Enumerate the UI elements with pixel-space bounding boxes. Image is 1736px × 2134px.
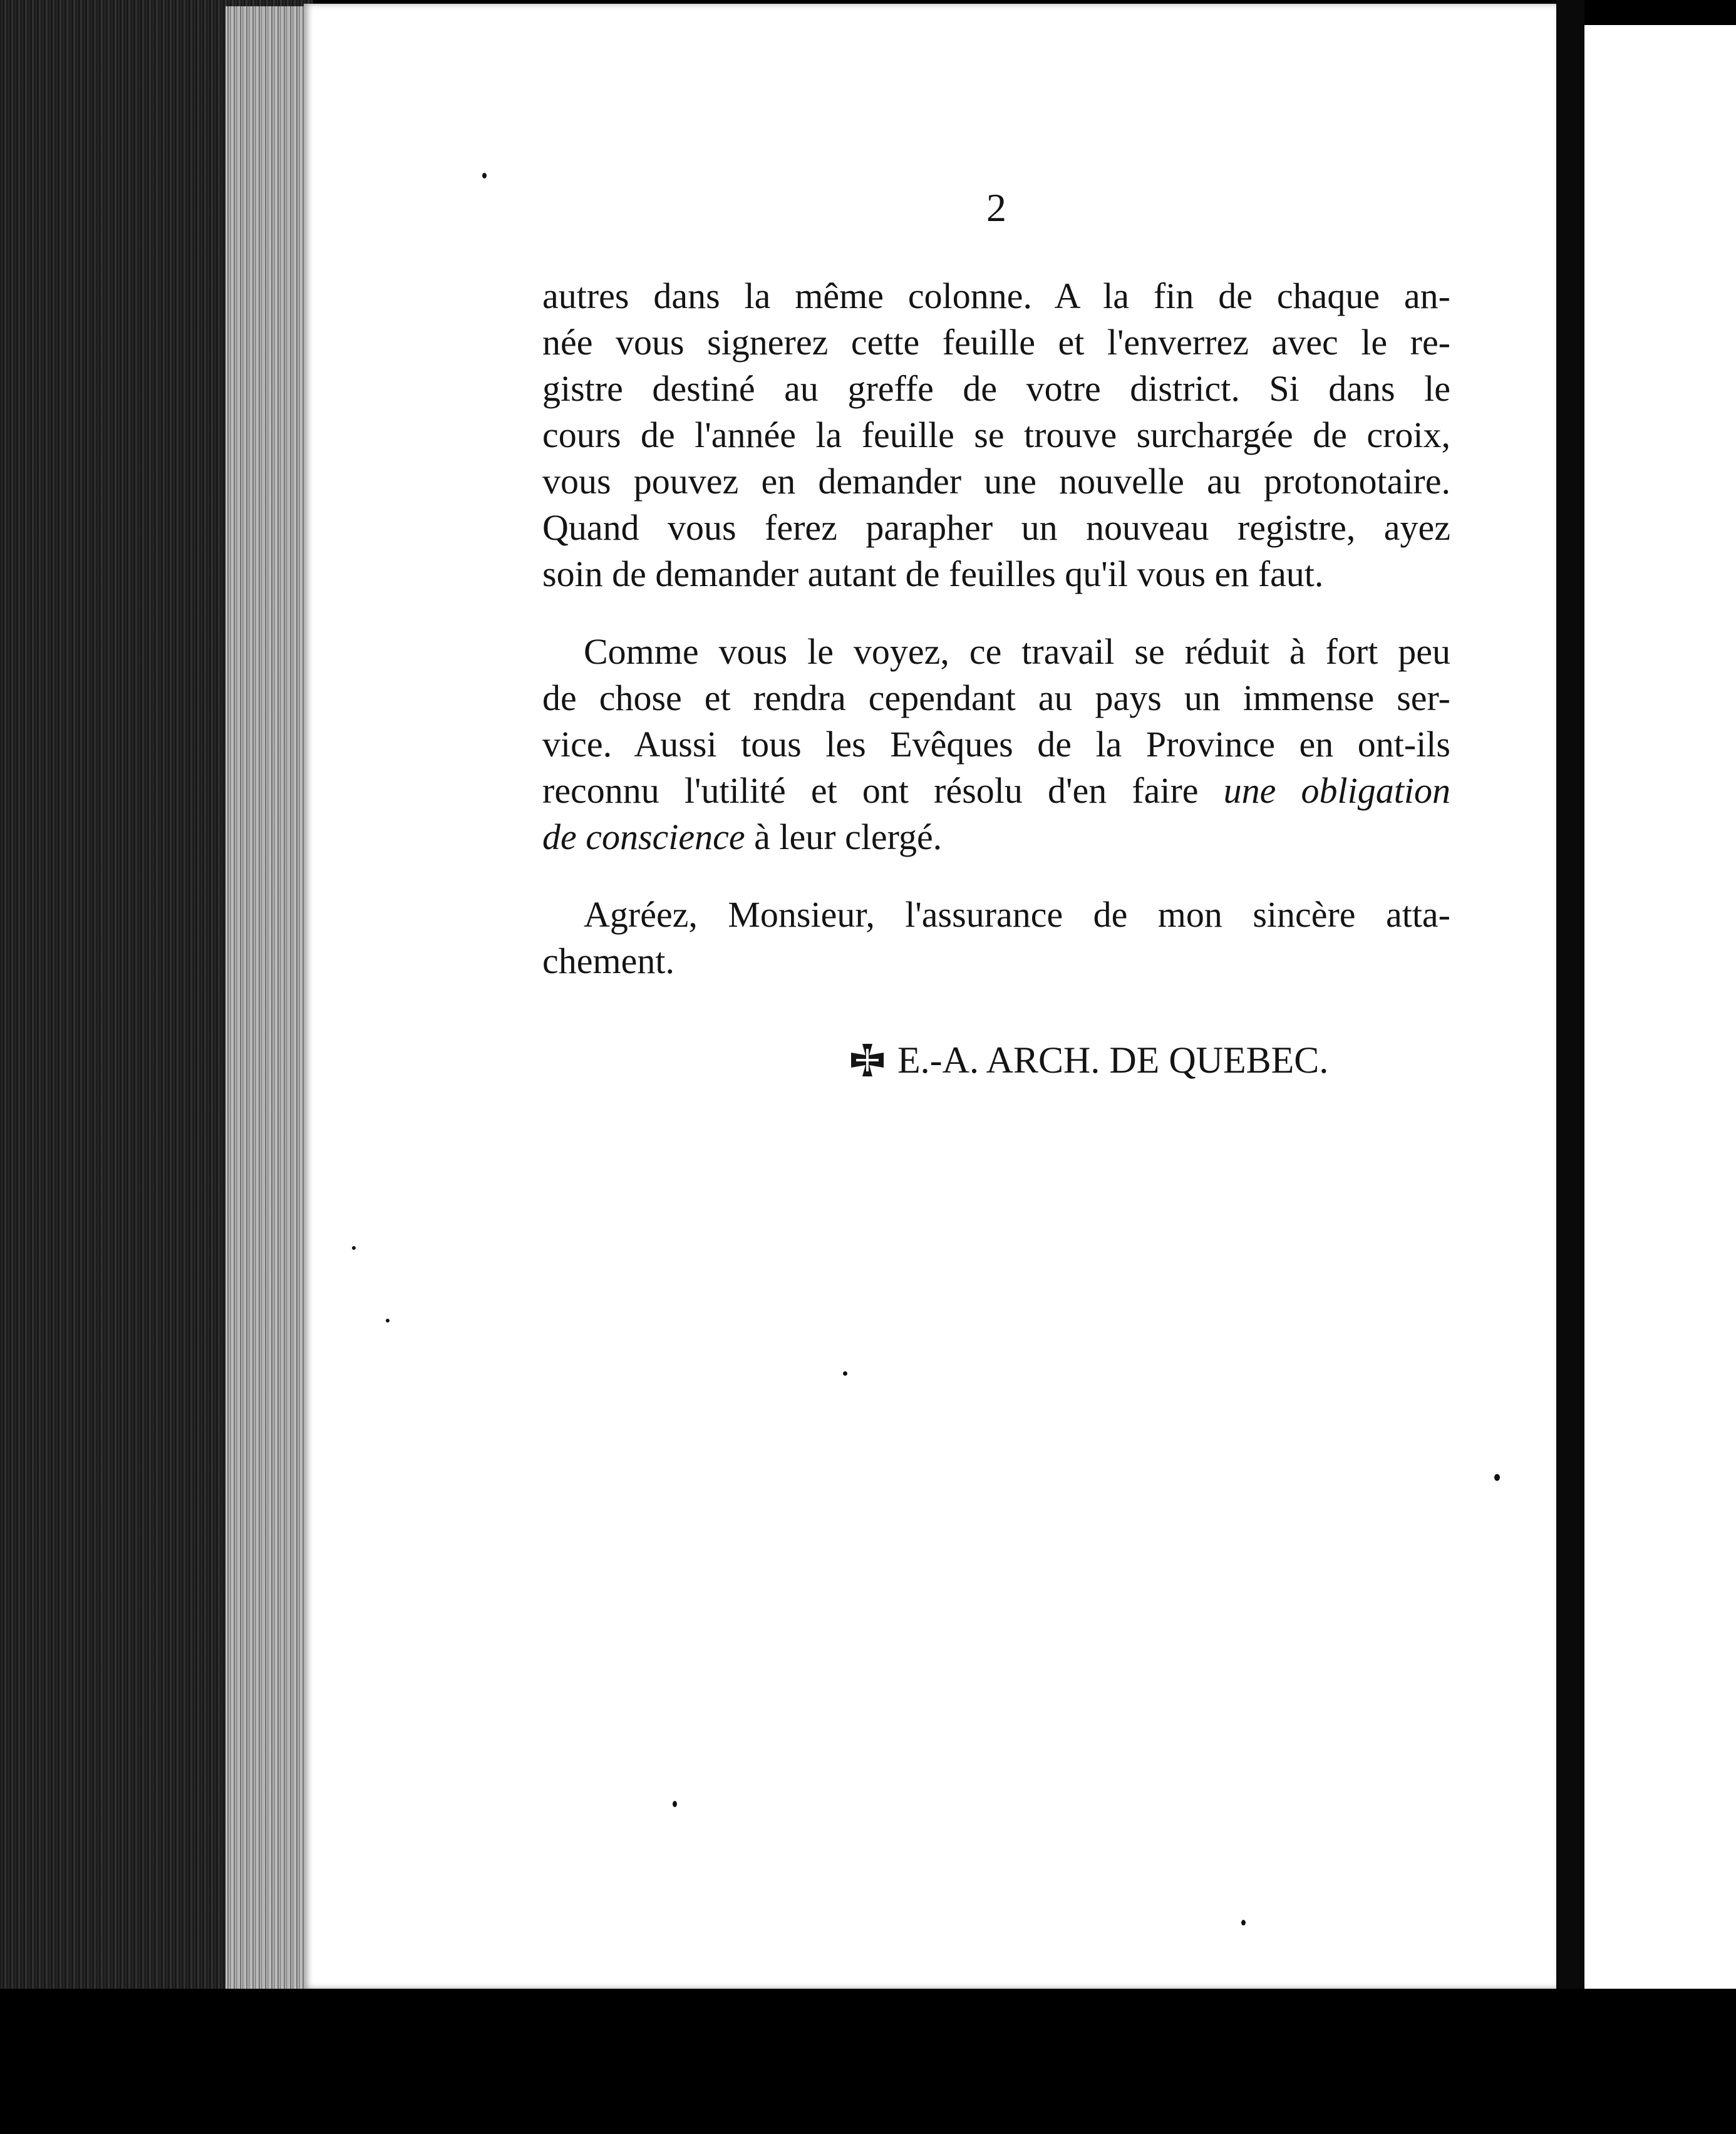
text-line: Quand vous ferez parapher un nouveau registre, ayez (542, 507, 1450, 548)
text-plain: à leur clergé. (745, 817, 943, 857)
text-line: soin de demander autant de feuilles qu'il vous en faut. (542, 554, 1324, 594)
scan-speck (843, 1371, 847, 1376)
text-line: cours de l'année la feuille se trouve surchargée de croix, (542, 415, 1450, 455)
signature (849, 1037, 1425, 1083)
scan-speck (482, 173, 487, 178)
text-line: vous pouvez en demander une nouvelle au protonotaire. (542, 461, 1450, 502)
paragraph-2 (542, 629, 1450, 860)
text-italic: une obligation (1223, 770, 1450, 811)
scan-speck (352, 1246, 356, 1250)
text-plain: reconnu l'utilité et ont résolu d'en faire (542, 770, 1224, 811)
text-line: chement. (542, 941, 674, 981)
paragraph-1 (542, 273, 1450, 597)
scan-speck (1241, 1920, 1246, 1925)
right-shadow (1556, 0, 1584, 2134)
scan-speck (1494, 1474, 1500, 1481)
scan-speck (673, 1801, 677, 1807)
text-line: de chose et rendra cependant au pays un immense ser- (542, 678, 1450, 718)
bottom-border (0, 1989, 1736, 2134)
text-line: autres dans la même colonne. A la fin de chaque an- (542, 276, 1450, 316)
cross-pattee-icon (849, 1041, 886, 1079)
text-line: Comme vous le voyez, ce travail se réduit à fort peu (584, 631, 1450, 672)
page-edges (225, 6, 313, 1997)
paragraph-3 (542, 892, 1450, 984)
text-line: gistre destiné au greffe de votre district. Si dans le (542, 368, 1450, 409)
text-line: Agréez, Monsieur, l'assurance de mon sincère atta- (584, 894, 1450, 935)
page-number: 2 (986, 185, 1006, 230)
text-line: née vous signerez cette feuille et l'enverrez avec le re- (542, 322, 1450, 363)
scan-speck (386, 1319, 390, 1322)
text-line-with-italic (542, 768, 1450, 814)
text-italic: de conscience (542, 817, 745, 857)
facing-page-edge (1584, 25, 1736, 1997)
text-line-with-italic (542, 814, 1450, 860)
signature-text: E.-A. ARCH. DE QUEBEC. (897, 1039, 1329, 1081)
text-line: vice. Aussi tous les Evêques de la Province en ont-ils (542, 724, 1450, 765)
